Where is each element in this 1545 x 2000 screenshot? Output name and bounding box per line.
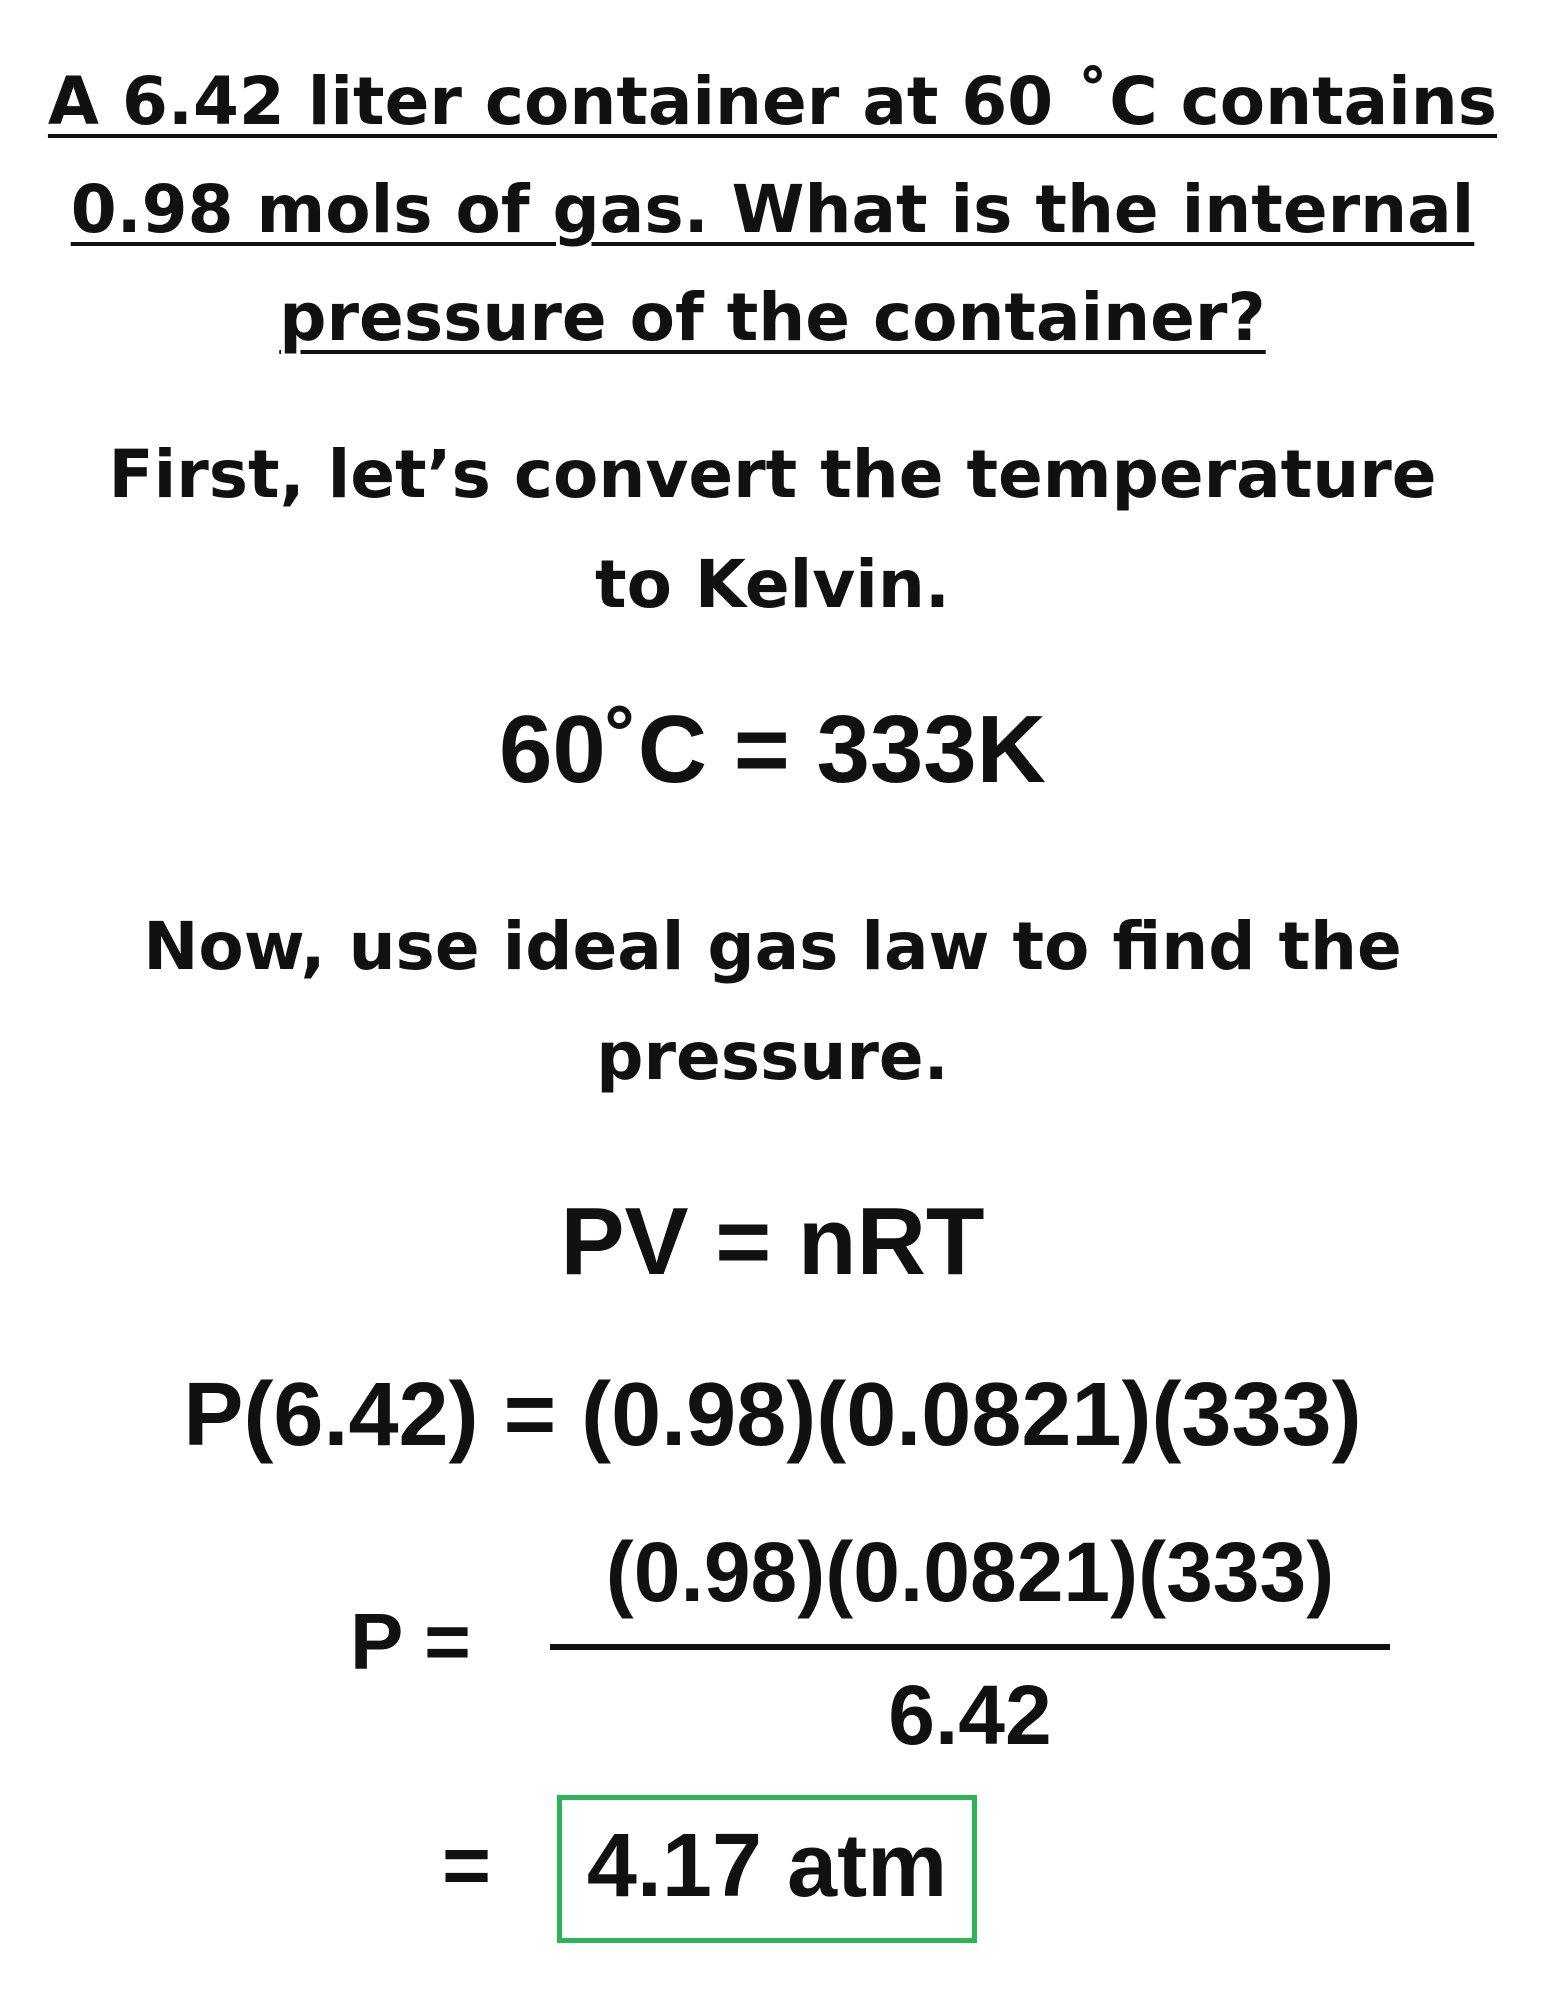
fraction-bar <box>550 1644 1390 1650</box>
step-convert-temperature: First, let’s convert the temperature to Kelvin. <box>108 436 1437 623</box>
temperature-conversion-equation: 60˚C = 333K <box>499 696 1046 803</box>
fraction-numerator: (0.98)(0.0821)(333) <box>605 1525 1335 1619</box>
step-ideal-gas-law: Now, use ideal gas law to find the pressure. <box>143 908 1402 1095</box>
ideal-gas-law-equation: PV = nRT <box>560 1188 985 1295</box>
answer-equals-sign: = <box>442 1818 492 1912</box>
substitution-equation: P(6.42) = (0.98)(0.0821)(333) <box>183 1365 1362 1465</box>
fraction-denominator: 6.42 <box>888 1668 1052 1762</box>
answer-value: 4.17 atm <box>586 1816 948 1916</box>
answer-box <box>557 1795 977 1943</box>
fraction-lhs: P = <box>350 1597 471 1686</box>
question-text: A 6.42 liter container at 60 ˚C contains 0.98 mols of gas. What is the internal pressure of the container? <box>47 63 1498 356</box>
